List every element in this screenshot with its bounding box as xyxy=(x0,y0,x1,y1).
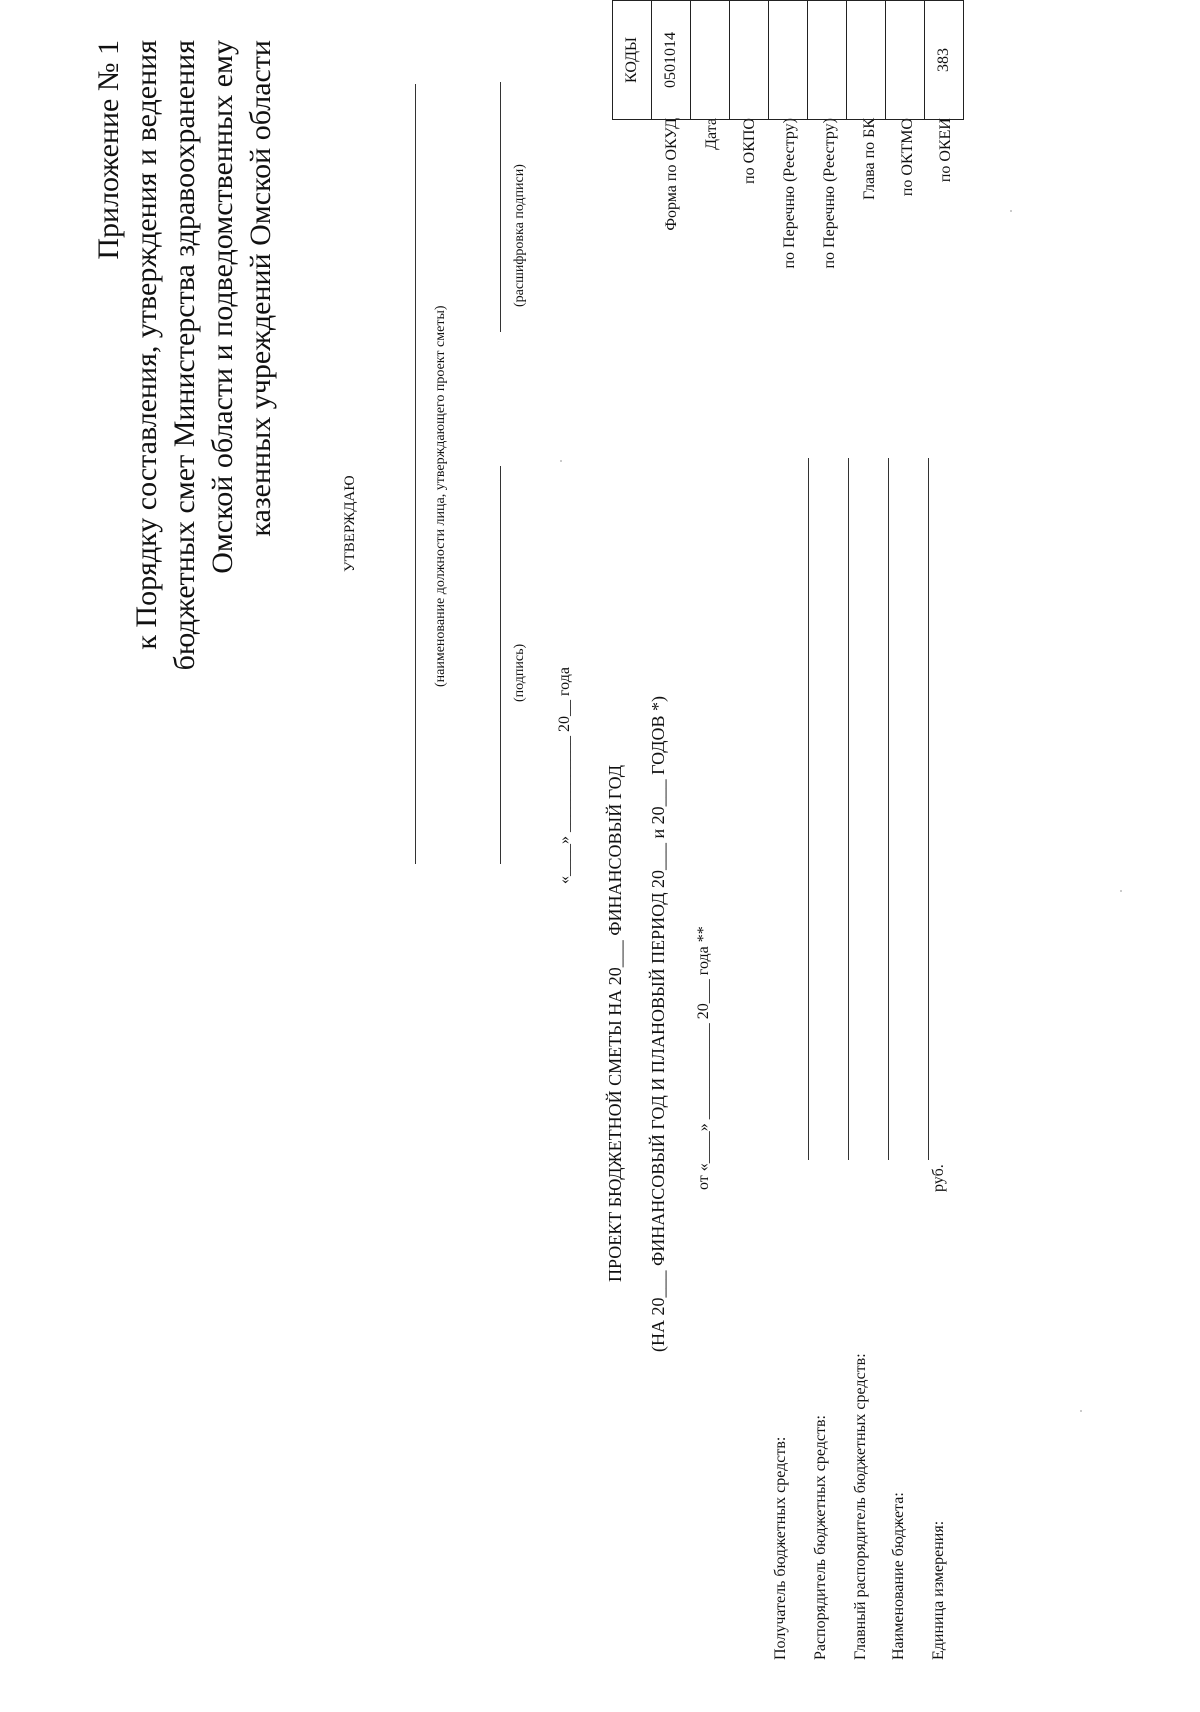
code-label-okpo: по ОКПО xyxy=(741,118,758,184)
code-label-registry-1: по Перечню (Реестру) xyxy=(781,118,798,269)
code-label-registry-2: по Перечню (Реестру) xyxy=(821,118,838,269)
appendix-line-3: бюджетных смет Министерства здравоохранения xyxy=(168,40,201,671)
code-value-date[interactable] xyxy=(691,1,730,120)
decode-caption: (расшифровка подписи) xyxy=(512,164,527,307)
code-label-glava-bk: Глава по БК xyxy=(861,118,878,200)
appendix-line-1: Приложение № 1 xyxy=(92,40,125,260)
code-label-oktmo: по ОКТМО xyxy=(899,118,916,197)
doc-date-line: от «____» ____________ 20___ года ** xyxy=(695,926,712,1190)
code-label-date: Дата xyxy=(703,118,720,150)
field-value-unit: руб. xyxy=(930,1164,947,1192)
appendix-line-5: казенных учреждений Омской области xyxy=(244,40,277,537)
scan-speck xyxy=(560,460,562,462)
position-line xyxy=(415,84,416,864)
field-label-budget-name: Наименование бюджета: xyxy=(890,1492,907,1660)
scan-speck xyxy=(1120,890,1122,892)
code-label-okud: Форма по ОКУД xyxy=(663,118,680,231)
field-label-distributor: Распорядитель бюджетных средств: xyxy=(812,1415,829,1660)
decode-line xyxy=(500,82,501,332)
field-line-budget-name xyxy=(928,458,929,1160)
code-value-okei[interactable]: 383 xyxy=(925,1,964,120)
field-label-unit: Единица измерения: xyxy=(930,1520,947,1660)
code-label-okei: по ОКЕИ xyxy=(937,118,954,183)
appendix-line-2: к Порядку составления, утверждения и ведения xyxy=(130,40,163,650)
code-value-okud[interactable]: 0501014 xyxy=(652,1,691,120)
field-label-recipient: Получатель бюджетных средств: xyxy=(772,1436,789,1660)
scan-speck xyxy=(1080,1410,1082,1412)
code-value-registry-2[interactable] xyxy=(808,1,847,120)
code-value-oktmo[interactable] xyxy=(886,1,925,120)
signature-caption: (подпись) xyxy=(512,643,527,702)
signature-line xyxy=(500,466,501,864)
field-line-chief-distributor xyxy=(888,458,889,1160)
code-value-registry-1[interactable] xyxy=(769,1,808,120)
scan-speck xyxy=(1010,210,1012,212)
appendix-line-4: Омской области и подведомственных ему xyxy=(206,40,239,574)
approval-heading: УТВЕРЖДАЮ xyxy=(342,475,358,572)
field-line-distributor xyxy=(848,458,849,1160)
field-label-chief-distributor: Главный распорядитель бюджетных средств: xyxy=(852,1353,869,1660)
code-value-glava-bk[interactable] xyxy=(847,1,886,120)
code-value-okpo[interactable] xyxy=(730,1,769,120)
doc-title: ПРОЕКТ БЮДЖЕТНОЙ СМЕТЫ НА 20___ ФИНАНСОВЫЙ ГОД xyxy=(605,764,625,1282)
position-caption: (наименование должности лица, утверждающего проект сметы) xyxy=(433,305,448,687)
codes-header: КОДЫ xyxy=(613,1,652,120)
field-line-recipient xyxy=(808,458,809,1160)
codes-table xyxy=(612,0,964,120)
approval-date-line: «____» ____________ 20__ года xyxy=(556,667,573,884)
doc-subtitle: (НА 20___ ФИНАНСОВЫЙ ГОД И ПЛАНОВЫЙ ПЕРИОД 20___ и 20___ ГОДОВ *) xyxy=(648,695,668,1352)
